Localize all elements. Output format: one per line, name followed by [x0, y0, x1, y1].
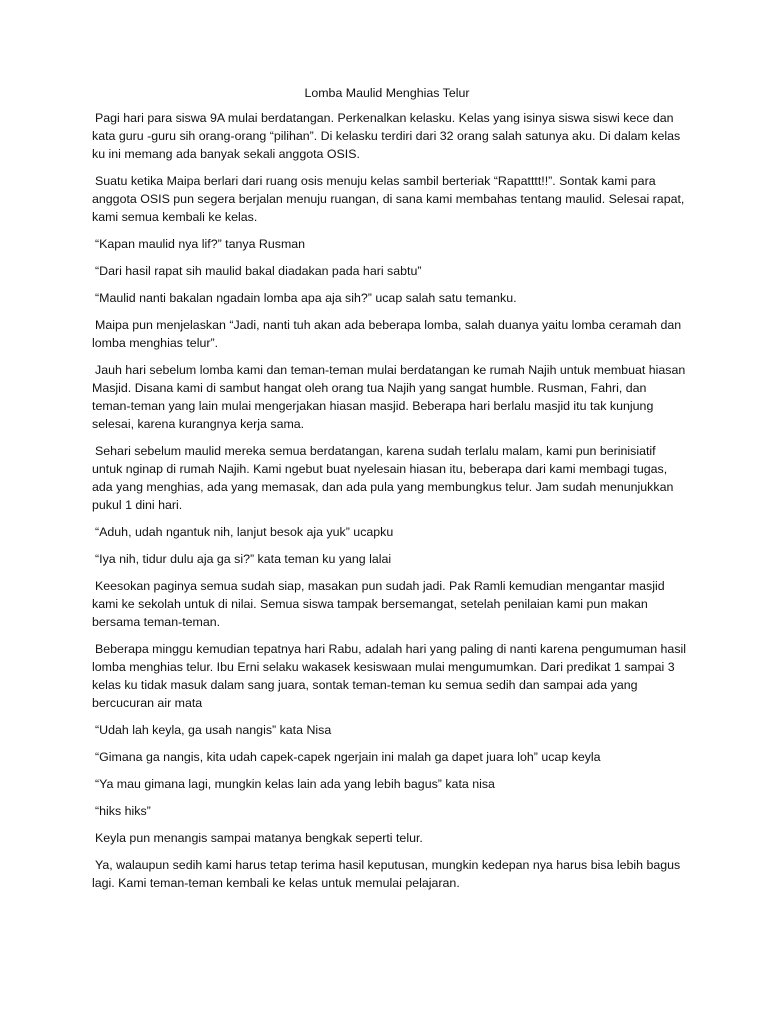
paragraph-16: “hiks hiks” [95, 804, 151, 818]
document-title: Lomba Maulid Menghias Telur [304, 86, 470, 100]
paragraph-15: “Ya mau gimana lagi, mungkin kelas lain ada yang lebih bagus” kata nisa [95, 777, 495, 791]
paragraph-13: “Udah lah keyla, ga usah nangis” kata Nisa [95, 723, 332, 737]
paragraph-1: Pagi hari para siswa 9A mulai berdatangan. Perkenalkan kelasku. Kelas yang isinya siswa siswi kece dan kata guru -guru sih orang-orang “pilihan”. Di kelasku terdiri dari 32 orang salah satunya aku. Di dalam kelas ku ini memang ada banyak sekali anggota OSIS. [92, 111, 681, 161]
paragraph-12: Beberapa minggu kemudian tepatnya hari Rabu, adalah hari yang paling di nanti karena pengumuman hasil lomba menghias telur. Ibu Erni selaku wakasek kesiswaan mulai mengumumkan. Dari predikat 1 sampai 3 kelas ku tidak masuk dalam sang juara, sontak teman-teman ku semua sedih dan sampai ada yang bercucuran air mata [92, 642, 687, 710]
document-page [92, 84, 688, 901]
paragraph-9: “Aduh, udah ngantuk nih, lanjut besok aja yuk” ucapku [95, 525, 394, 539]
paragraph-5: “Maulid nanti bakalan ngadain lomba apa aja sih?” ucap salah satu temanku. [95, 291, 517, 305]
paragraph-8: Sehari sebelum maulid mereka semua berdatangan, karena sudah terlalu malam, kami pun berinisiatif untuk nginap di rumah Najih. Kami ngebut buat nyelesain hiasan itu, beberapa dari kami membagi tugas, ada yang menghias, ada yang memasak, dan ada pula yang membungkus telur. Jam sudah menunjukkan pukul 1 dini hari. [92, 444, 674, 512]
paragraph-7: Jauh hari sebelum lomba kami dan teman-teman mulai berdatangan ke rumah Najih untuk membuat hiasan Masjid. Disana kami di sambut hangat oleh orang tua Najih yang sangat humble. Rusman, Fahri, dan teman-teman yang lain mulai mengerjakan hiasan masjid. Beberapa hari berlalu masjid itu tak kunjung selesai, karena kurangnya kerja sama. [92, 363, 686, 431]
paragraph-3: “Kapan maulid nya lif?” tanya Rusman [95, 237, 306, 251]
paragraph-2: Suatu ketika Maipa berlari dari ruang osis menuju kelas sambil berteriak “Rapatttt!!”. Sontak kami para anggota OSIS pun segera berjalan menuju ruangan, di sana kami membahas tentang maulid. Selesai rapat, kami semua kembali ke kelas. [92, 174, 685, 224]
paragraph-6: Maipa pun menjelaskan “Jadi, nanti tuh akan ada beberapa lomba, salah duanya yaitu lomba ceramah dan lomba menghias telur”. [92, 318, 682, 350]
paragraph-18: Ya, walaupun sedih kami harus tetap terima hasil keputusan, mungkin kedepan nya harus bisa lebih bagus lagi. Kami teman-teman kembali ke kelas untuk memulai pelajaran. [92, 858, 681, 890]
paragraph-11: Keesokan paginya semua sudah siap, masakan pun sudah jadi. Pak Ramli kemudian mengantar masjid kami ke sekolah untuk di nilai. Semua siswa tampak bersemangat, setelah penilaian kami pun makan bersama teman-teman. [92, 579, 665, 629]
paragraph-14: “Gimana ga nangis, kita udah capek-capek ngerjain ini malah ga dapet juara loh” ucap keyla [95, 750, 601, 764]
paragraph-17: Keyla pun menangis sampai matanya bengkak seperti telur. [95, 831, 423, 845]
paragraph-4: “Dari hasil rapat sih maulid bakal diadakan pada hari sabtu” [95, 264, 422, 278]
paragraph-10: “Iya nih, tidur dulu aja ga si?” kata teman ku yang lalai [95, 552, 392, 566]
